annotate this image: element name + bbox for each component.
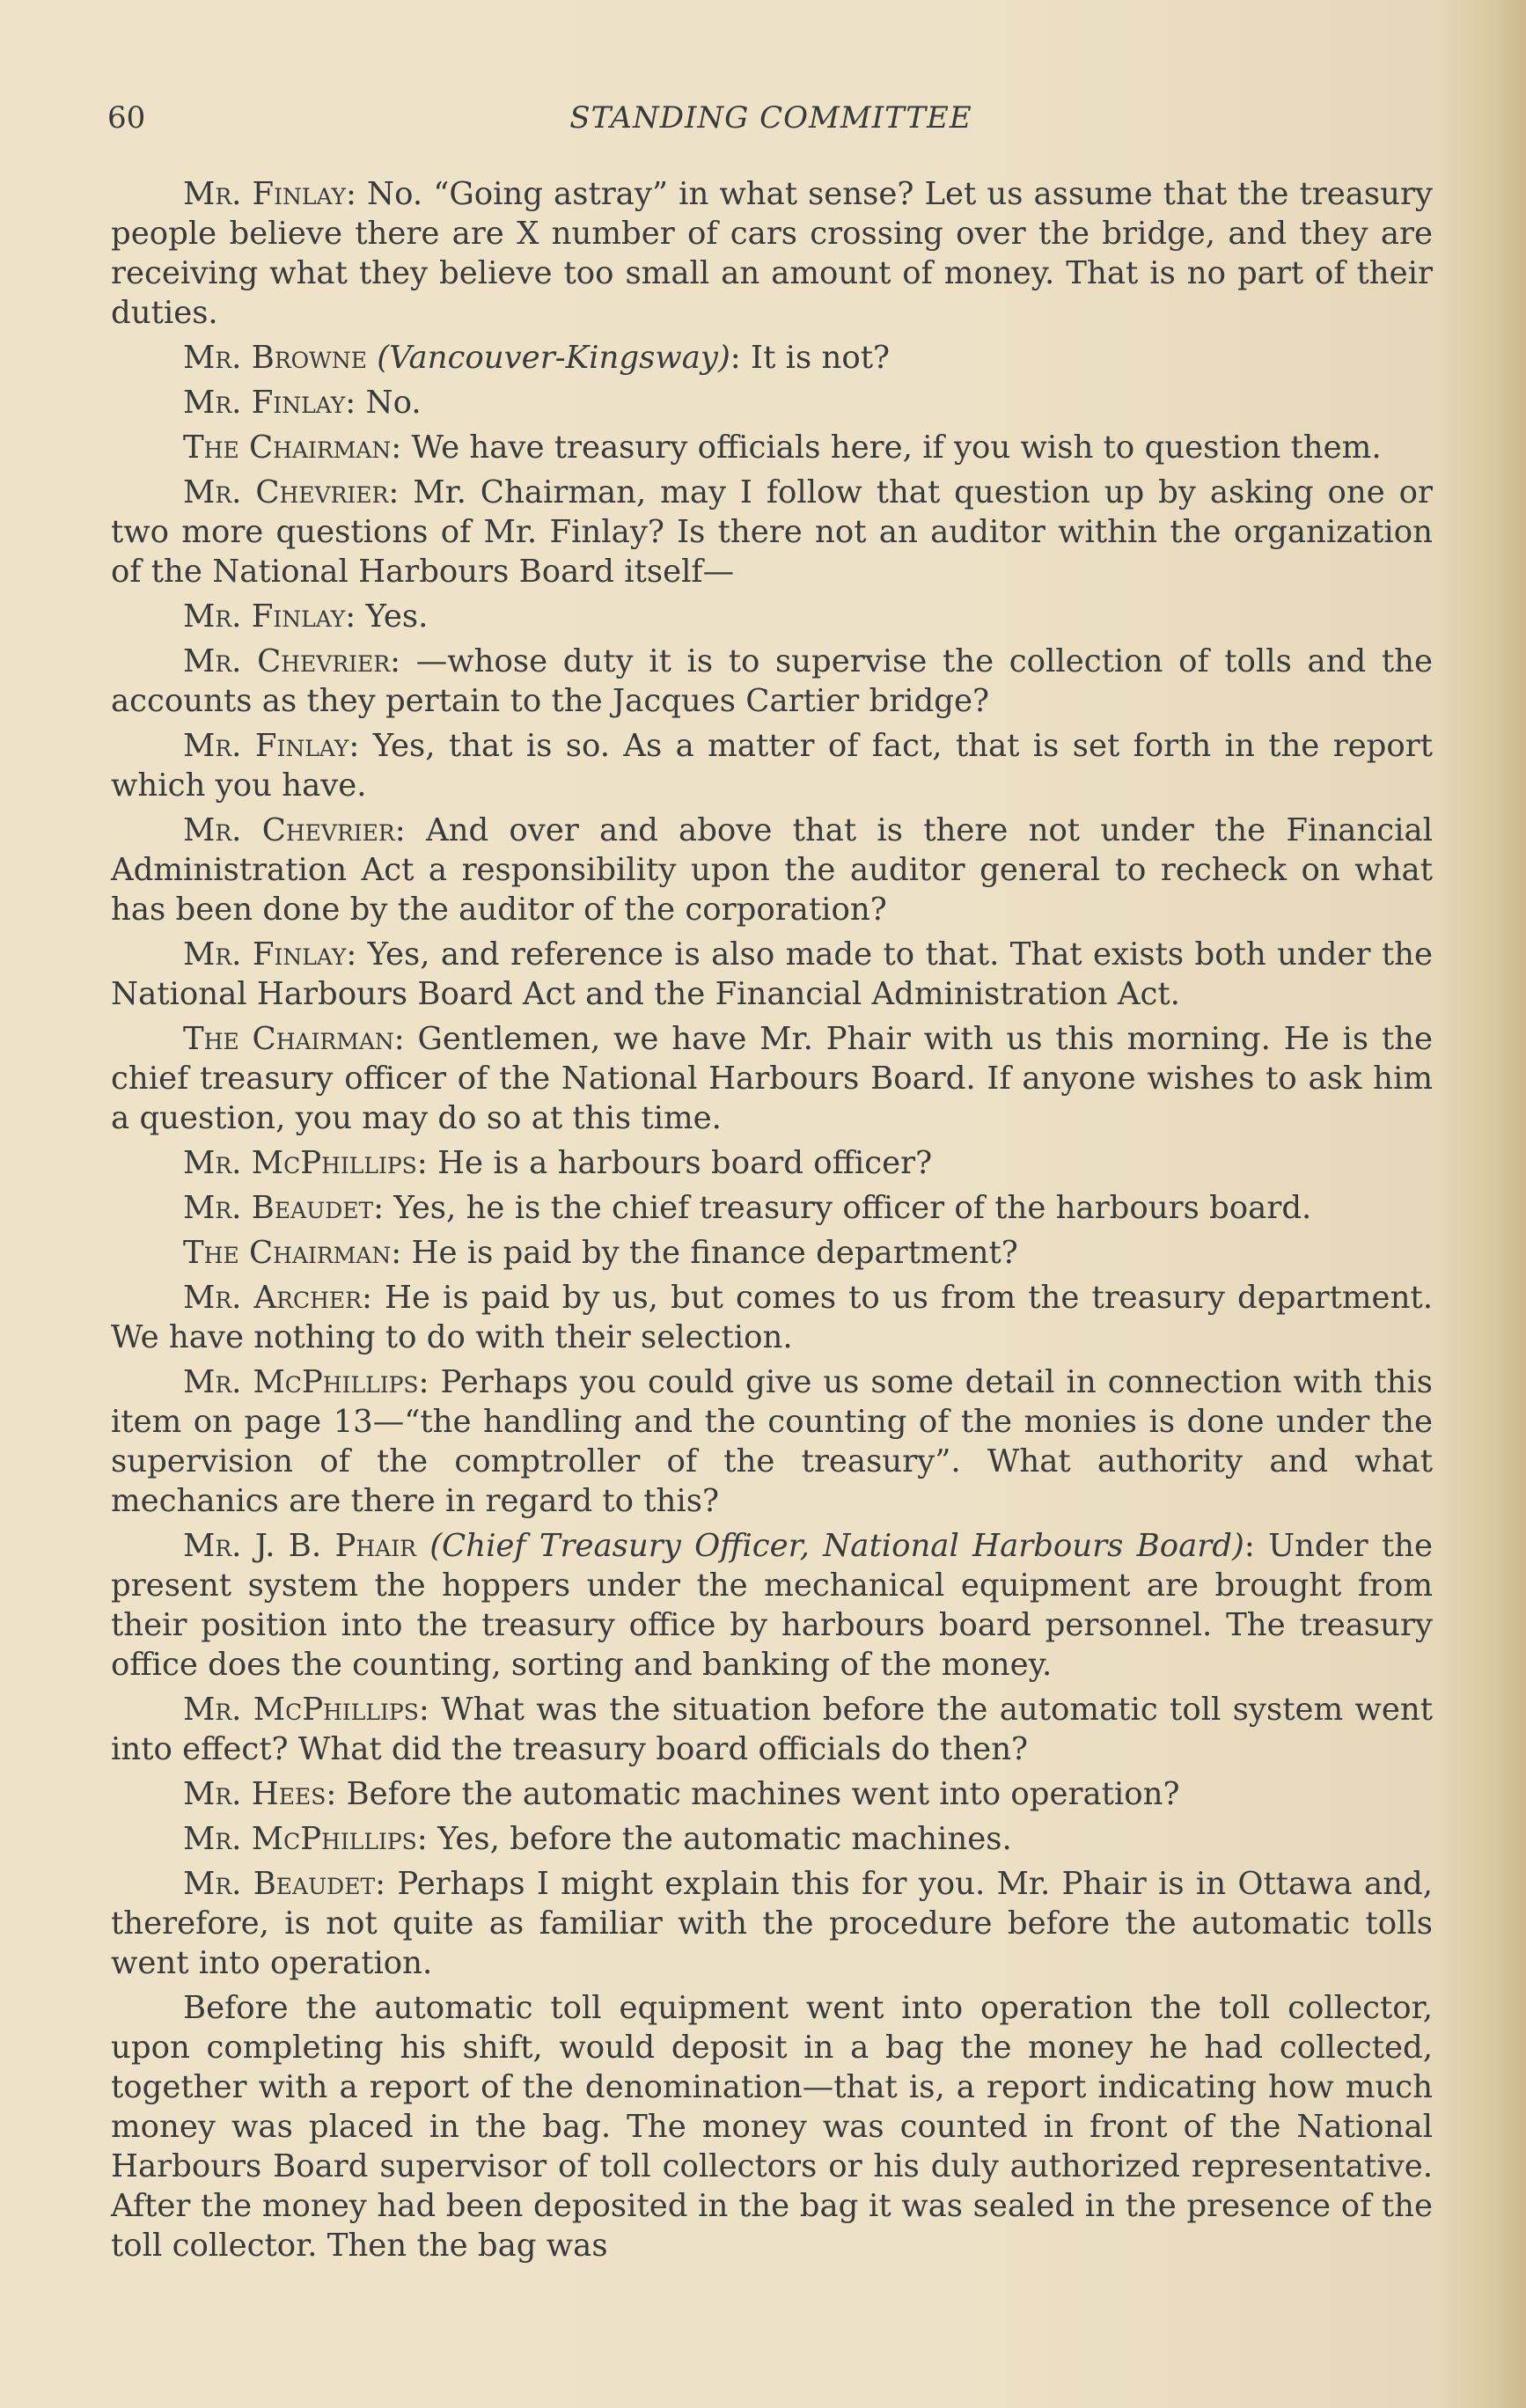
speaker-name: Mr. McPhillips:: [183, 1692, 429, 1728]
speaker-affiliation: (Chief Treasury Officer, National Harbours Board): [415, 1528, 1244, 1564]
transcript-body: [111, 174, 1433, 2271]
speaker-name: Mr. Archer:: [183, 1280, 372, 1316]
paragraph-text: He is paid by the finance department?: [401, 1235, 1018, 1271]
paragraph-text: What was the situation before the automatic toll system went into effect? What did the treasury board officials do then?: [111, 1692, 1433, 1767]
transcript-paragraph: [111, 1864, 1433, 1983]
paragraph-text: Before the automatic machines went into operation?: [336, 1776, 1180, 1812]
speaker-name: Mr. Beaudet:: [183, 1866, 386, 1902]
paragraph-text: Mr. Chairman, may I follow that question up by asking one or two more questions of Mr. Finlay? Is there not an auditor within the organization of the National Harbours Board itself—: [111, 474, 1433, 590]
transcript-paragraph: [111, 338, 1433, 378]
transcript-paragraph: [111, 811, 1433, 929]
paragraph-text: —whose duty it is to supervise the collection of tolls and the accounts as they pertain to the Jacques Cartier bridge?: [111, 643, 1433, 719]
speaker-name: Mr. Finlay:: [183, 728, 360, 764]
paragraph-text: He is paid by us, but comes to us from the treasury department. We have nothing to do with their selection.: [111, 1280, 1433, 1355]
paragraph-text: We have treasury officials here, if you wish to question them.: [401, 429, 1382, 466]
paragraph-text: Yes, that is so. As a matter of fact, that is set forth in the report which you have.: [111, 728, 1434, 804]
speaker-affiliation: (Vancouver-Kingsway): [366, 340, 730, 376]
transcript-paragraph: [111, 1690, 1433, 1769]
transcript-paragraph: [111, 726, 1433, 805]
paragraph-text: No. “Going astray” in what sense? Let us assume that the treasury people believe there are X number of cars crossing over the bridge, and they are receiving what they believe too small an amount of money. That is no part of their duties.: [111, 176, 1433, 331]
paragraph-text: : It is not?: [730, 340, 891, 376]
transcript-paragraph: [111, 1188, 1433, 1228]
speaker-name: The Chairman:: [183, 429, 402, 466]
speaker-name: The Chairman:: [183, 1021, 405, 1057]
speaker-name: Mr. Chevrier:: [183, 643, 401, 679]
transcript-paragraph: [111, 642, 1433, 721]
speaker-name: Mr. Chevrier:: [183, 812, 406, 848]
transcript-paragraph: [111, 174, 1433, 333]
transcript-paragraph: [111, 1233, 1433, 1273]
speaker-name: Mr. J. B. Phair: [183, 1528, 416, 1564]
speaker-name: Mr. McPhillips:: [183, 1364, 429, 1400]
paragraph-text: Perhaps I might explain this for you. Mr. Phair is in Ottawa and, therefore, is not quite as familiar with the procedure before the automatic tolls went into operation.: [111, 1866, 1433, 1981]
speaker-name: The Chairman:: [183, 1235, 402, 1271]
transcript-paragraph: [111, 1526, 1433, 1685]
paragraph-text: Yes.: [356, 598, 429, 635]
paragraph-text: Gentlemen, we have Mr. Phair with us this morning. He is the chief treasury officer of the National Harbours Board. If anyone wishes to ask him a question, you may do so at this time.: [111, 1021, 1433, 1136]
transcript-paragraph: [111, 597, 1433, 636]
paragraph-text: Yes, he is the chief treasury officer of the harbours board.: [384, 1190, 1312, 1226]
paragraph-text: Yes, and reference is also made to that. That exists both under the National Harbours Board Act and the Financial Administration Act.: [111, 936, 1433, 1012]
transcript-paragraph: [111, 1278, 1433, 1357]
speaker-name: Mr. Chevrier:: [183, 474, 400, 510]
paragraph-text: No.: [356, 385, 422, 421]
transcript-paragraph: [111, 935, 1433, 1014]
speaker-name: Mr. Beaudet:: [183, 1190, 385, 1226]
transcript-paragraph: [111, 1143, 1433, 1183]
paragraph-text: : Under the present system the hoppers under the mechanical equipment are brought from their position into the treasury office by harbours board personnel. The treasury office does the counting, sorting and banking of the money.: [111, 1528, 1433, 1683]
transcript-paragraph: [111, 1774, 1433, 1814]
speaker-name: Mr. Finlay:: [183, 598, 356, 635]
speaker-name: Mr. McPhillips:: [183, 1145, 428, 1181]
transcript-paragraph: [111, 1988, 1433, 2265]
transcript-paragraph: [111, 428, 1433, 467]
paragraph-text: Perhaps you could give us some detail in connection with this item on page 13—“the handling and the counting of the monies is done under the supervision of the comptroller of the treasury”. What authority and what mechanics are there in regard to this?: [111, 1364, 1433, 1519]
transcript-paragraph: [111, 383, 1433, 422]
speaker-name: Mr. Finlay:: [183, 176, 356, 212]
speaker-name: Mr. Finlay:: [183, 385, 356, 421]
speaker-name: Mr. Browne: [183, 340, 367, 376]
page-number: 60: [107, 100, 146, 136]
transcript-paragraph: [111, 1019, 1433, 1138]
running-head: STANDING COMMITTEE: [569, 100, 972, 136]
paragraph-text: Before the automatic toll equipment went into operation the toll collector, upon completing his shift, would deposit in a bag the money he had collected, together with a report of the denomination—that is, a report indicating how much money was placed in the bag. The money was counted in front of the National Harbours Board supervisor of toll collectors or his duly authorized representative. After the money had been deposited in the bag it was sealed in the presence of the toll collector. Then the bag was: [111, 1990, 1433, 2264]
paragraph-text: Yes, before the automatic machines.: [427, 1821, 1012, 1857]
transcript-paragraph: [111, 473, 1433, 591]
paragraph-text: And over and above that is there not under the Financial Administration Act a responsibility upon the auditor general to recheck on what has been done by the auditor of the corporation?: [111, 812, 1433, 928]
transcript-paragraph: [111, 1819, 1433, 1859]
page-header: [107, 99, 1434, 143]
transcript-paragraph: [111, 1362, 1433, 1521]
speaker-name: Mr. McPhillips:: [183, 1821, 428, 1857]
speaker-name: Mr. Hees:: [183, 1776, 337, 1812]
paragraph-text: He is a harbours board officer?: [427, 1145, 933, 1181]
speaker-name: Mr. Finlay:: [183, 936, 357, 973]
